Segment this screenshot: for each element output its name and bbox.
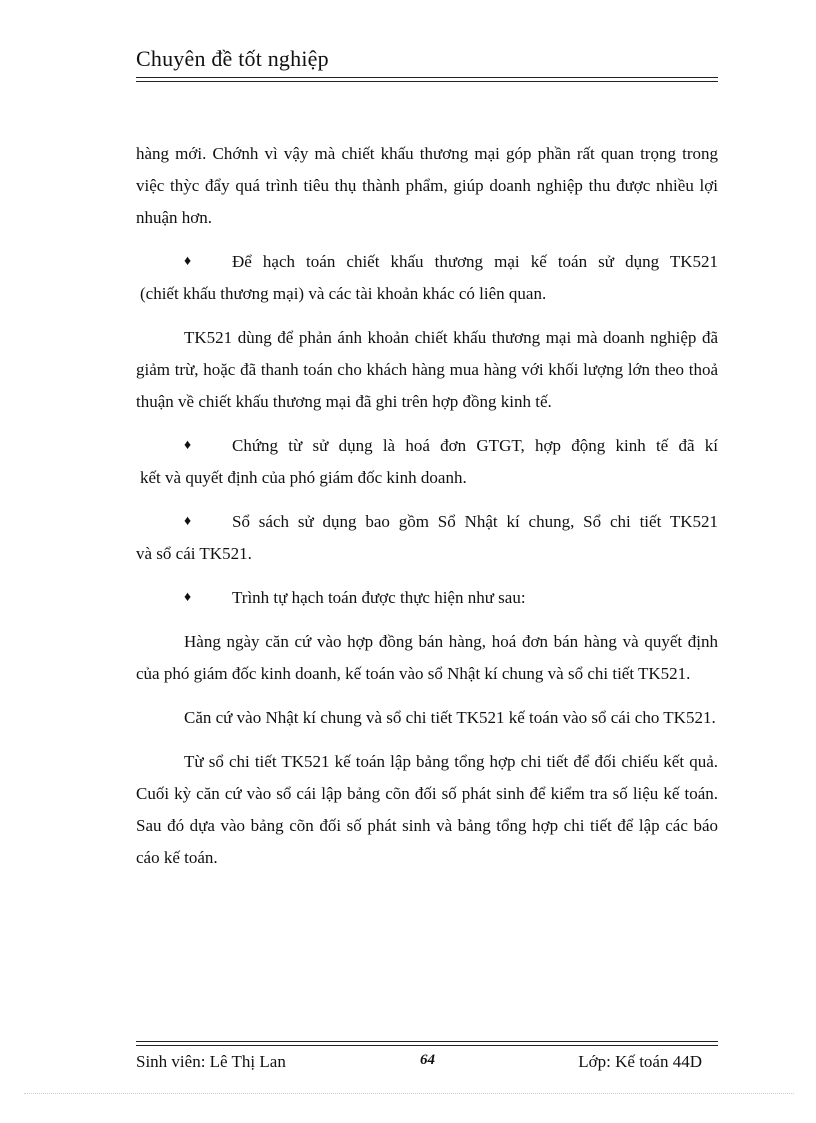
bullet-text-continuation: và sổ cái TK521.	[136, 544, 252, 563]
paragraph-continuation: hàng mới. Chớnh vì vậy mà chiết khấu thương mại góp phần rất quan trọng trong việc thỳc đẩy quá trình tiêu thụ thành phẩm, giúp doanh nghiệp thu được nhiều lợi nhuận hơn.	[136, 144, 718, 227]
bullet-text-line: Trình tự hạch toán được thực hiện như sau:	[232, 588, 526, 607]
document-body	[136, 138, 718, 886]
bullet-item-books	[136, 506, 718, 570]
bullet-text-continuation: kết và quyết định của phó giám đốc kinh doanh.	[140, 468, 467, 487]
bullet-text-line: Để hạch toán chiết khấu thương mại kế toán sử dụng TK521	[232, 252, 718, 271]
bullet-text-line: Sổ sách sử dụng bao gồm Sổ Nhật kí chung, Sổ chi tiết TK521	[232, 512, 718, 531]
paragraph-tk521-definition: TK521 dùng để phản ánh khoản chiết khấu thương mại mà doanh nghiệp đã giảm trừ, hoặc đã thanh toán cho khách hàng mua hàng với khối lượng lớn theo thoả thuận về chiết khấu thương mại đã ghi trên hợp đồng kinh tế.	[136, 328, 718, 411]
diamond-bullet-icon: ♦	[184, 514, 192, 529]
page-edge-divider	[24, 1093, 794, 1094]
bullet-text-line: Chứng từ sử dụng là hoá đơn GTGT, hợp động kinh tế đã kí	[232, 436, 718, 455]
footer-student-name: Sinh viên: Lê Thị Lan	[136, 1052, 286, 1071]
page-number: 64	[420, 1052, 435, 1068]
bullet-text-continuation: (chiết khấu thương mại) và các tài khoản khác có liên quan.	[140, 284, 547, 303]
paragraph-reconciliation: Từ sổ chi tiết TK521 kế toán lập bảng tổng hợp chi tiết để đối chiếu kết quả. Cuối kỳ căn cứ vào sổ cái lập bảng cõn đối số phát sinh để kiểm tra số liệu kế toán. Sau đó dựa vào bảng cõn đối số phát sinh và bảng tổng hợp chi tiết để lập các báo cáo kế toán.	[136, 752, 718, 867]
diamond-bullet-icon: ♦	[184, 438, 192, 453]
diamond-bullet-icon: ♦	[184, 590, 192, 605]
page-footer	[136, 1052, 718, 1076]
diamond-bullet-icon: ♦	[184, 254, 192, 269]
footer-divider	[136, 1041, 718, 1046]
footer-class: Lớp: Kế toán 44D	[578, 1052, 702, 1071]
bullet-item-procedure	[136, 582, 718, 614]
header-divider	[136, 77, 718, 82]
bullet-item-tk521	[136, 246, 718, 310]
page-header-title: Chuyên đề tốt nghiệp	[136, 46, 329, 71]
paragraph-ledger-posting: Căn cứ vào Nhật kí chung và sổ chi tiết TK521 kế toán vào sổ cái cho TK521.	[184, 708, 716, 727]
paragraph-daily-procedure: Hàng ngày căn cứ vào hợp đồng bán hàng, hoá đơn bán hàng và quyết định của phó giám đốc kinh doanh, kế toán vào sổ Nhật kí chung và sổ chi tiết TK521.	[136, 632, 718, 683]
bullet-item-documents	[136, 430, 718, 494]
